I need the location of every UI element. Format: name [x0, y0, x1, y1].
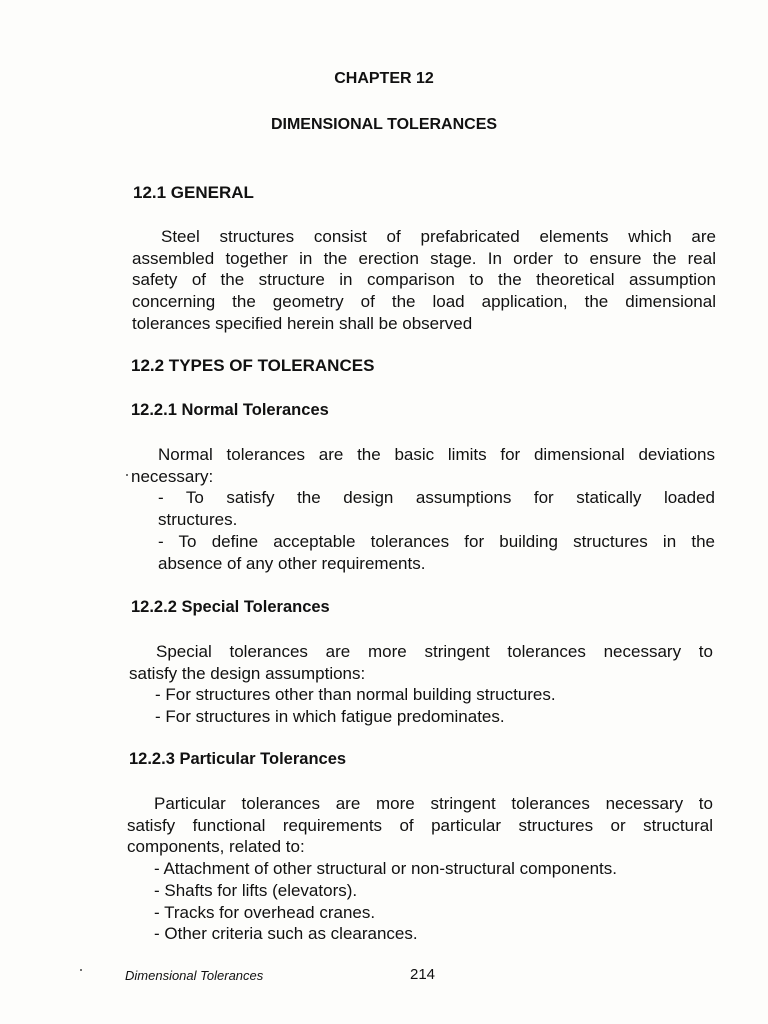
- paragraph-line: Normal tolerances are the basic limits for dimensional deviations: [158, 445, 715, 464]
- scan-speck: [126, 474, 128, 476]
- running-footer: Dimensional Tolerances: [125, 968, 264, 983]
- list-item-continuation: structures.: [158, 510, 238, 530]
- special-paragraph: [129, 641, 713, 728]
- particular-paragraph: [127, 793, 713, 945]
- paragraph-line: Steel structures consist of prefabricated elements which are: [161, 227, 716, 246]
- list-item: - Attachment of other structural or non-structural components.: [154, 859, 617, 879]
- paragraph-line: Particular tolerances are more stringent tolerances necessary to: [154, 794, 713, 813]
- section-heading-special: 12.2.2 Special Tolerances: [131, 598, 330, 616]
- paragraph-line: assembled together in the erection stage. In order to ensure the real: [132, 248, 716, 268]
- list-item: - For structures in which fatigue predominates.: [155, 707, 505, 727]
- list-item: - Other criteria such as clearances.: [154, 924, 418, 944]
- paragraph-line: safety of the structure in comparison to the theoretical assumption: [132, 270, 716, 290]
- paragraph-line: components, related to:: [127, 837, 305, 857]
- scan-speck: [80, 969, 82, 971]
- general-paragraph: [132, 226, 716, 335]
- list-item: - Tracks for overhead cranes.: [154, 902, 376, 922]
- paragraph-line: tolerances specified herein shall be observed: [132, 313, 473, 333]
- list-item: - To satisfy the design assumptions for statically loaded: [158, 488, 715, 508]
- paragraph-line: necessary:: [131, 466, 214, 486]
- list-item: - For structures other than normal building structures.: [155, 685, 556, 705]
- page-number: 214: [410, 966, 436, 983]
- section-heading-types: 12.2 TYPES OF TOLERANCES: [131, 356, 375, 375]
- chapter-title: DIMENSIONAL TOLERANCES: [270, 116, 498, 133]
- section-heading-normal: 12.2.1 Normal Tolerances: [131, 401, 329, 419]
- paragraph-line: satisfy the design assumptions:: [129, 663, 366, 683]
- paragraph-line: concerning the geometry of the load application, the dimensional: [132, 292, 716, 312]
- list-item: - Shafts for lifts (elevators).: [154, 880, 358, 900]
- section-heading-particular: 12.2.3 Particular Tolerances: [129, 750, 347, 768]
- list-item-continuation: absence of any other requirements.: [158, 553, 426, 573]
- section-heading-general: 12.1 GENERAL: [133, 183, 254, 202]
- chapter-number: CHAPTER 12: [334, 70, 434, 87]
- paragraph-line: Special tolerances are more stringent tolerances necessary to: [156, 642, 713, 661]
- list-item: - To define acceptable tolerances for building structures in the: [158, 531, 715, 551]
- normal-paragraph: [131, 444, 715, 574]
- paragraph-line: satisfy functional requirements of particular structures or structural: [127, 815, 713, 835]
